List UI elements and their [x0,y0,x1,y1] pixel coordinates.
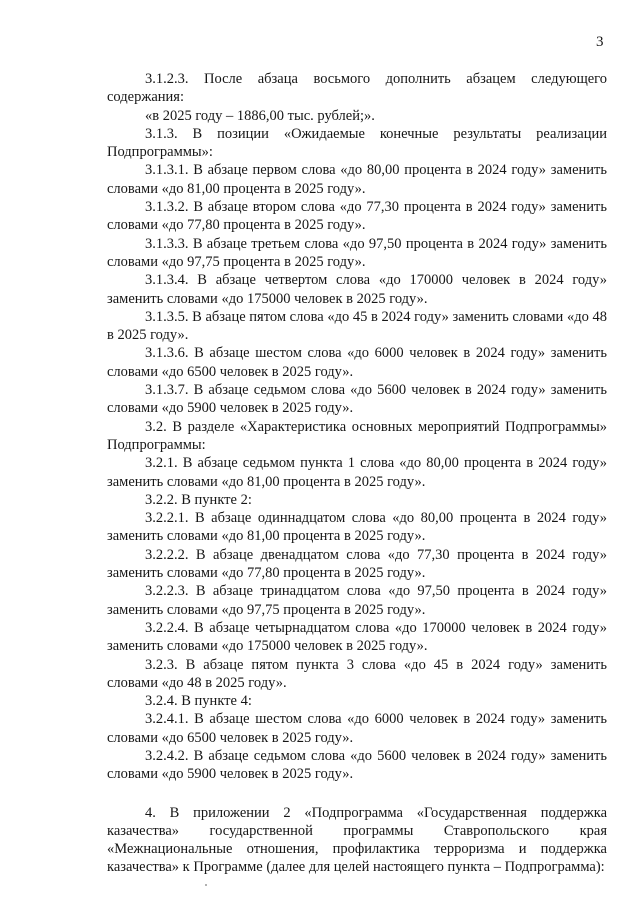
paragraph-3-1-3-3: 3.1.3.3. В абзаце третьем слова «до 97,50 процента в 2024 году» заменить словами «до 97,75 процента в 2025 году». [107,235,607,270]
page-number: 3 [596,34,604,50]
paragraph-3-2-4-2: 3.2.4.2. В абзаце седьмом слова «до 5600 человек в 2024 году» заменить словами «до 5900 человек в 2025 году». [107,747,607,783]
scan-artifact-dot [205,884,207,886]
paragraph-3-1-3-4: 3.1.3.4. В абзаце четвертом слова «до 170000 человек в 2024 году» заменить словами «до 175000 человек в 2025 году». [107,272,607,307]
paragraph-3-1-3-1: 3.1.3.1. В абзаце первом слова «до 80,00 процента в 2024 году» заменить словами «до 81,00 процента в 2025 году». [107,162,607,197]
paragraph-3-2-2-1: 3.2.2.1. В абзаце одиннадцатом слова «до 80,00 процента в 2024 году» заменить словами «до 81,00 процента в 2025 году». [107,510,607,545]
paragraph-3-2-4-1: 3.2.4.1. В абзаце шестом слова «до 6000 человек в 2024 году» заменить словами «до 6500 человек в 2025 году». [107,711,607,746]
paragraph-3-2-3: 3.2.3. В абзаце пятом пункта 3 слова «до 45 в 2024 году» заменить словами «до 48 в 2025 году». [107,656,607,691]
paragraph-3-2: 3.2. В разделе «Характеристика основных мероприятий Подпрограммы» Подпрограммы: [107,418,607,453]
paragraph-2025-amount: «в 2025 году – 1886,00 тыс. рублей;». [145,107,375,124]
section-gap [107,784,607,804]
paragraph-3-1-3-2: 3.1.3.2. В абзаце втором слова «до 77,30 процента в 2024 году» заменить словами «до 77,80 процента в 2025 году». [107,199,607,234]
paragraph-3-1-3: 3.1.3. В позиции «Ожидаемые конечные результаты реализации Подпрограммы»: [107,125,607,161]
paragraph-3-2-2-3: 3.2.2.3. В абзаце тринадцатом слова «до 97,50 процента в 2024 году» заменить словами «до 97,75 процента в 2025 году». [107,583,607,618]
paragraph-3-2-2: 3.2.2. В пункте 2: [145,491,252,508]
paragraph-3-1-3-6: 3.1.3.6. В абзаце шестом слова «до 6000 человек в 2024 году» заменить словами «до 6500 человек в 2025 году». [107,345,607,380]
paragraph-3-1-3-7: 3.1.3.7. В абзаце седьмом слова «до 5600 человек в 2024 году» заменить словами «до 5900 человек в 2025 году». [107,382,607,417]
paragraph-3-1-3-5: 3.1.3.5. В абзаце пятом слова «до 45 в 2024 году» заменить словами «до 48 в 2025 году». [107,308,607,344]
paragraph-3-2-2-4: 3.2.2.4. В абзаце четырнадцатом слова «до 170000 человек в 2024 году» заменить словами «до 175000 человек в 2025 году». [107,619,607,655]
paragraph-3-2-1: 3.2.1. В абзаце седьмом пункта 1 слова «до 80,00 процента в 2024 году» заменить словами «до 81,00 процента в 2025 году». [107,455,607,490]
paragraph-4: 4. В приложении 2 «Подпрограмма «Государственная поддержка казачества» государственной программы Ставропольского края «Межнациональные отношения, профилактика терроризма и поддержка казачества» к Программе (далее для целей настоящего пункта – Подпрограмма): [107,804,607,876]
document-body [107,70,607,877]
paragraph-3-2-2-2: 3.2.2.2. В абзаце двенадцатом слова «до 77,30 процента в 2024 году» заменить словами «до 77,80 процента в 2025 году». [107,546,607,582]
paragraph-3-2-4: 3.2.4. В пункте 4: [145,693,252,710]
paragraph-3-1-2-3: 3.1.2.3. После абзаца восьмого дополнить абзацем следующего содержания: [107,71,607,106]
